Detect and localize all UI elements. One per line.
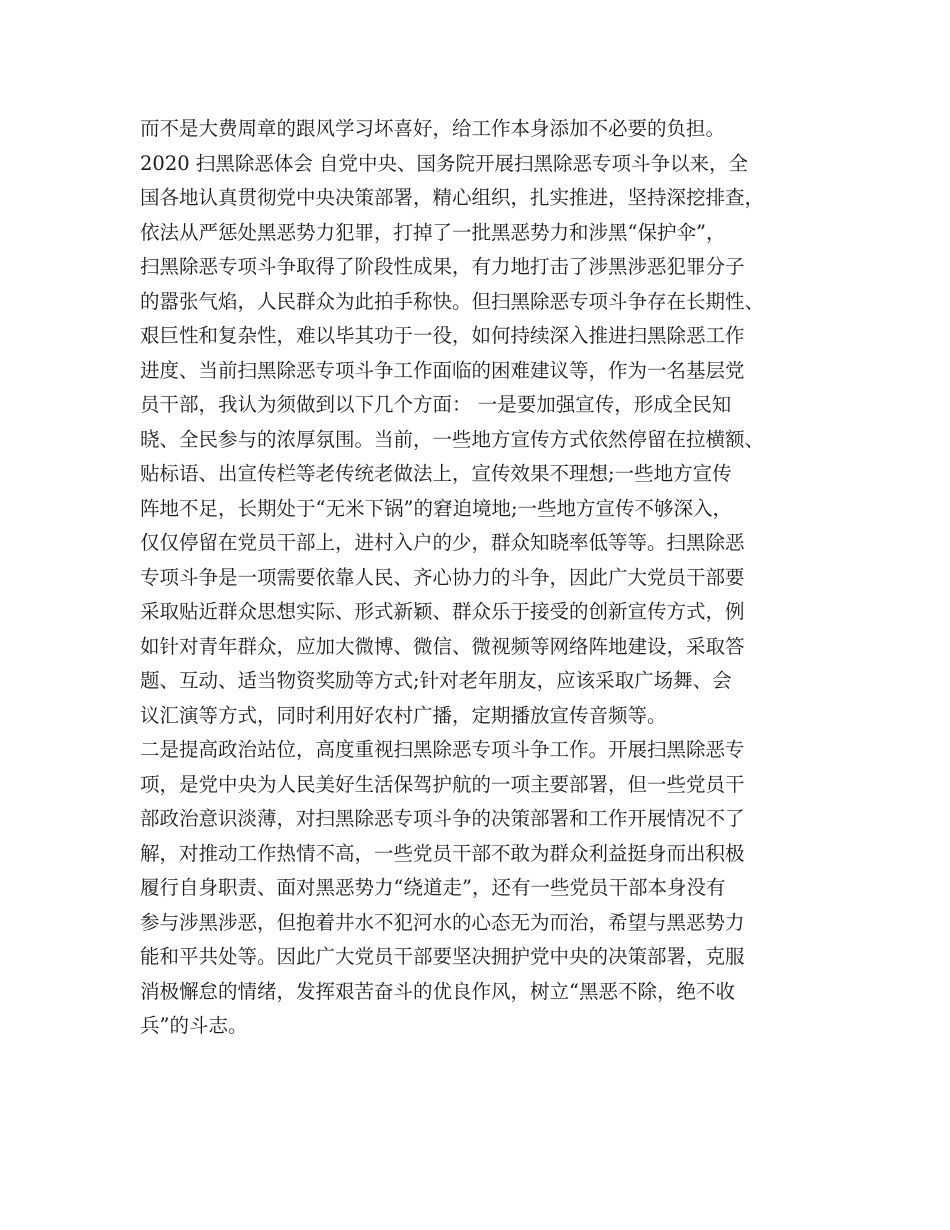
text-line: 如针对青年群众，应加大微博、微信、微视频等网络阵地建设，采取答 [140,634,745,658]
text-line: 的嚣张气焰，人民群众为此拍手称快。但扫黑除恶专项斗争存在长期性、 [140,289,765,313]
text-line: 采取贴近群众思想实际、形式新颖、群众乐于接受的创新宣传方式，例 [140,600,745,623]
text-line: 题、互动、适当物资奖励等方式;针对老年朋友，应该采取广场舞、会 [140,669,732,692]
text-line: 国各地认真贯彻党中央决策部署，精心组织，扎实推进，坚持深挖排查， [140,186,765,209]
text-line: 贴标语、出宣传栏等老传统老做法上，宣传效果不理想;一些地方宣传 [140,462,732,485]
text-line: 仅仅停留在党员干部上，进村入户的少，群众知晓率低等等。扫黑除恶 [140,531,745,554]
text-line: 消极懈怠的情绪，发挥艰苦奋斗的优良作风，树立“黑恶不除，绝不收 [140,979,735,1003]
text-line: 阵地不足，长期处于“无米下锅”的窘迫境地;一些地方宣传不够深入， [140,496,733,520]
text-line: 项，是党中央为人民美好生活保驾护航的一项主要部署，但一些党员干 [140,772,745,796]
text-line: 议汇演等方式，同时利用好农村广播，定期播放宣传音频等。 [140,703,667,727]
text-line: 依法从严惩处黑恶势力犯罪，打掉了一批黑恶势力和涉黑“保护伞”， [140,220,726,244]
text-line: 进度、当前扫黑除恶专项斗争工作面临的困难建议等，作为一名基层党 [140,358,745,382]
text-line: 二是提高政治站位，高度重视扫黑除恶专项斗争工作。开展扫黑除恶专 [140,738,745,761]
document-body [140,112,830,1044]
text-line: 解，对推动工作热情不高，一些党员干部不敢为群众利益挺身而出积极 [140,841,745,865]
text-line: 参与涉黑涉恶，但抱着井水不犯河水的心态无为而治，希望与黑恶势力 [140,910,745,934]
text-line: 部政治意识淡薄，对扫黑除恶专项斗争的决策部署和工作开展情况不了 [140,807,745,830]
text-line: 能和平共处等。因此广大党员干部要坚决拥护党中央的决策部署，克服 [140,945,745,968]
text-line: 员干部，我认为须做到以下几个方面： 一是要加强宣传，形成全民知 [140,393,732,416]
text-line: 而不是大费周章的跟风学习坏喜好，给工作本身添加不必要的负担。 [140,117,726,140]
text-line: 扫黑除恶专项斗争取得了阶段性成果，有力地打击了涉黑涉恶犯罪分子 [140,255,745,278]
text-line: 2020 扫黑除恶体会 自党中央、国务院开展扫黑除恶专项斗争以来，全 [140,151,749,175]
text-line: 艰巨性和复杂性，难以毕其功于一役，如何持续深入推进扫黑除恶工作 [140,324,745,347]
text-line: 专项斗争是一项需要依靠人民、齐心协力的斗争，因此广大党员干部要 [140,565,745,589]
text-line: 履行自身职责、面对黑恶势力“绕道走”，还有一些党员干部本身没有 [140,876,726,899]
text-line: 晓、全民参与的浓厚氛围。当前，一些地方宣传方式依然停留在拉横额、 [140,427,765,451]
text-line: 兵”的斗志。 [140,1014,248,1037]
